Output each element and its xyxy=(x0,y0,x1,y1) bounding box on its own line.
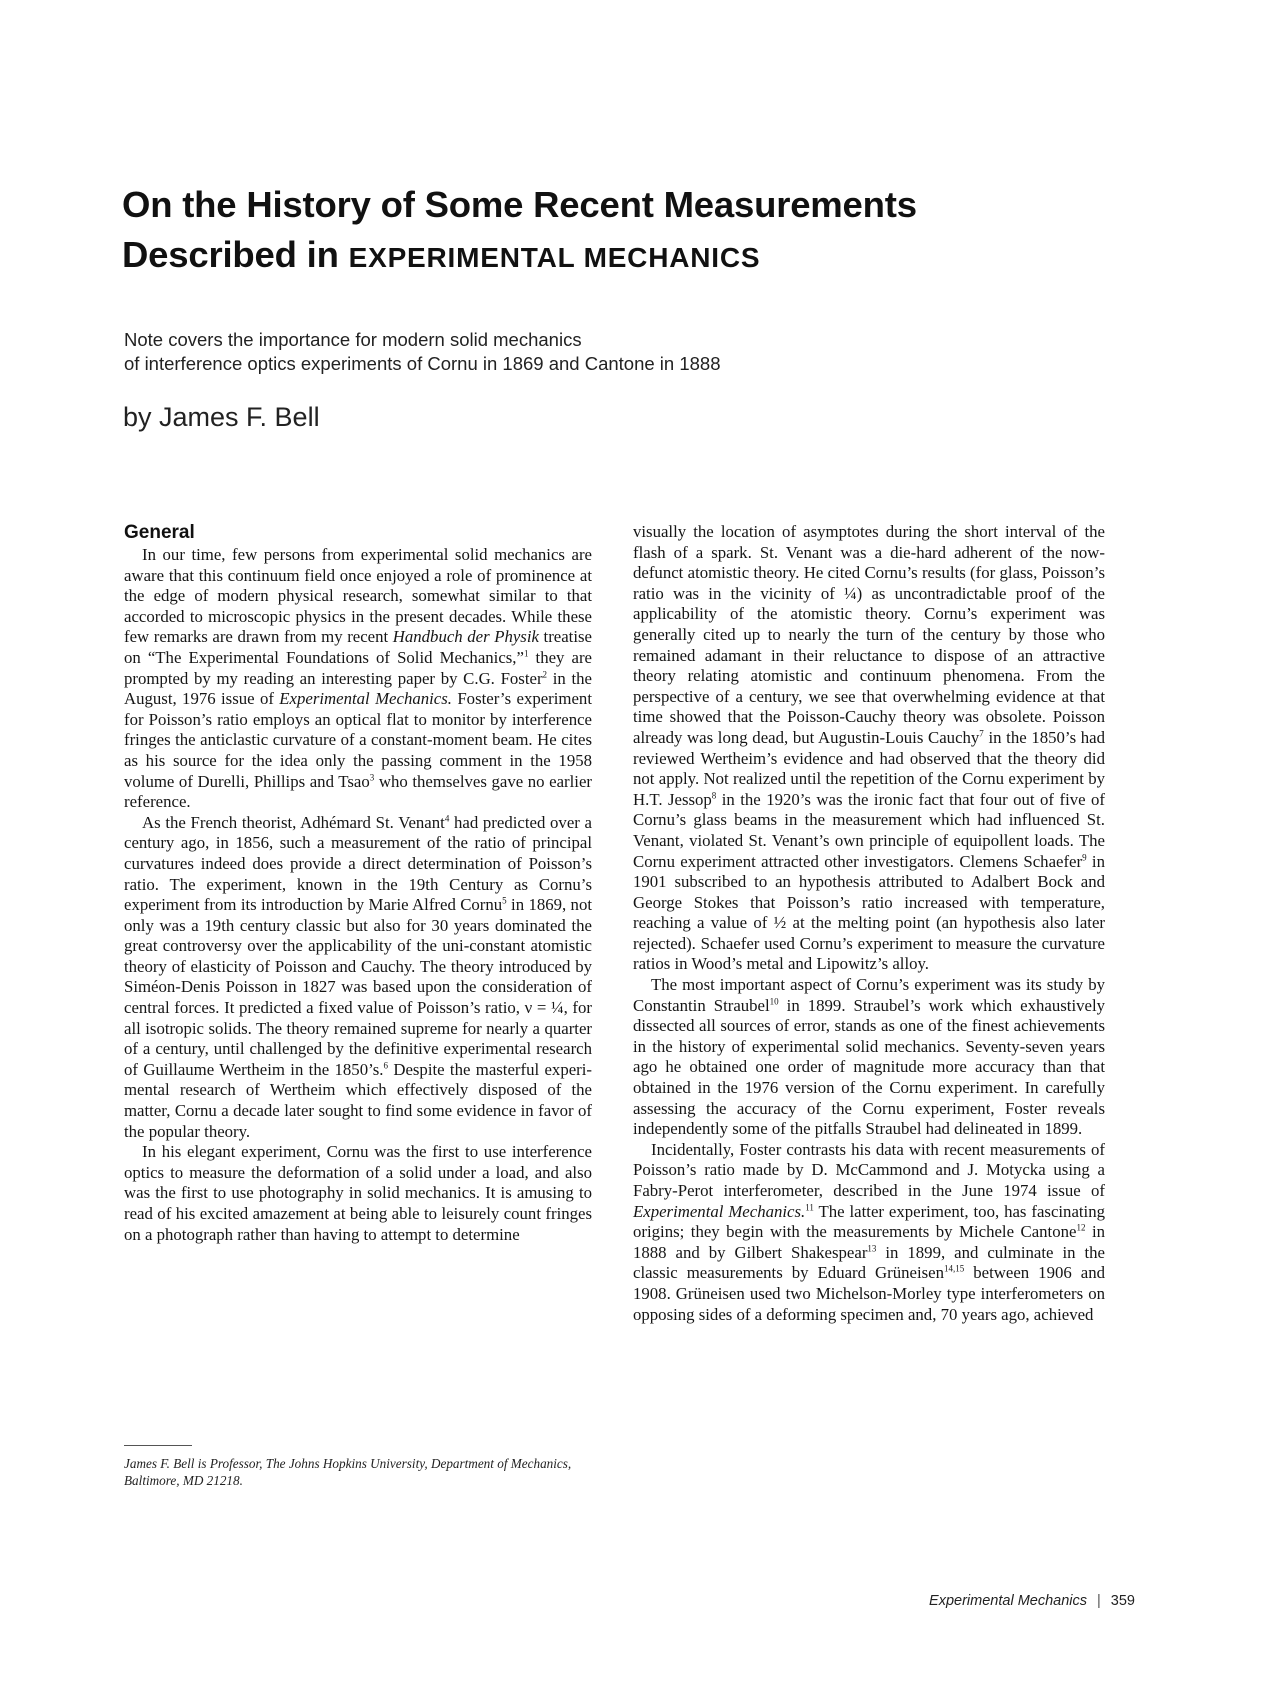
footnote-ref: 6 xyxy=(383,1060,388,1071)
footnote-ref: 14,15 xyxy=(944,1263,965,1274)
footnote-ref: 4 xyxy=(444,813,450,824)
paragraph: As the French theorist, Adhémard St. Venant$^4$ had predicted over a century ago, in 1856, such a measurement of the ratio of principal curvatures indeed does provide a direct determination of Poisson’s ratio. The experiment, known in the 19th Century as Cornu’s experiment from its introduction by Marie Alfred Cornu$^5$ in 1869, not only was a 19th century classic but also for 30 years dominated the great controversy over the applicability of the uni-constant atomistic theory of elasticity of Poisson and Cauchy. The theory introduced by Siméon-Denis Poisson in 1827 was based upon the consideration of central forces. It predicted a fixed value of Poisson’s ratio, ν = ¼, for all isotropic solids. The theory remained supreme for nearly a quarter of a century, until challenged by the definitive experimental research of Guillaume Wertheim in the 1850’s.$^6$ Despite the masterful experi-mental research of Wertheim which effectively disposed of the matter, Cornu a decade later sought to find some evidence in favor of the popular theory. xyxy=(124,812,593,1141)
page-number: 359 xyxy=(1110,1593,1135,1609)
paragraph-continued: visually the location of asymptotes during the short interval of the flash of a spark. St. Venant was a die-hard adherent of the now-defunct atomistic theory. He cited Cornu’s results (for glass, Poisson’s ratio was in the vicinity of ¼) as uncontradictable proof of the applicability of the atomistic theory. Cornu’s experiment was generally cited up to nearly the turn of the century by those who remained adamant in their reluctance to dispose of an attractive theory relating atomistic and continuum phenomena. From the perspective of a century, we see that overwhelming evidence at that time showed that the Poisson-Cauchy theory was obsolete. Poisson already was long dead, but Augustin-Louis Cauchy$^7$ in the 1850’s had reviewed Wertheim’s evidence and had observed that the theory did not apply. Not realized until the repetition of the Cornu experiment by H.T. Jessop$^8$ in the 1920’s was the ironic fact that four out of five of Cornu’s glass beams in the measurement which had influenced St. Venant, violated St. Venant’s own principle of equipollent loads. The Cornu experiment attracted other investigators. Clemens Schaefer$^9$ in 1901 subscribed to an hypothesis attributed to Adalbert Bock and George Stokes that Poisson’s ratio increased with temperature, reaching a value of ½ at the melting point (an hypothesis also later rejected). Schaefer used Cornu’s experiment to measure the curvature ratios in Wood’s metal and Lipowitz’s alloy. xyxy=(633,522,1105,974)
right-column xyxy=(633,522,1105,1325)
article-title xyxy=(122,180,1182,283)
footnote-divider xyxy=(124,1445,192,1446)
footnote-ref: 8 xyxy=(711,790,717,801)
footnote-ref: 11 xyxy=(805,1202,814,1212)
paragraph: The most important aspect of Cornu’s experiment was its study by Constantin Straubel$^{10}$ in 1899. Straubel’s work which exhaustively dissected all sources of error, stands as one of the finest achievements in the history of experimental solid mechanics. Seventy-seven years ago he obtained one order of magnitude more accuracy than that obtained in the 1976 version of the Cornu experiment. In carefully assessing the accuracy of the Cornu experiment, Foster reveals independently some of the pitfalls Straubel had delineated in 1899. xyxy=(633,975,1106,1139)
footnote-ref: 7 xyxy=(979,728,984,739)
paragraph: In his elegant experiment, Cornu was the first to use interference optics to measure the deformation of a solid under a load, and also was the first to use photography in solid mechanics. It is amusing to read of his excited amazement at being able to leisurely count fringes on a photograph rather than having to attempt to determine xyxy=(124,1142,592,1244)
footnote-ref: 10 xyxy=(769,996,779,1007)
author-footnote: James F. Bell is Professor, The Johns Hopkins University, Department of Mechanics, Baltimore, MD 21218. xyxy=(124,1456,572,1488)
subtitle-line-2: of interference optics experiments of Cornu in 1869 and Cantone in 1888 xyxy=(124,353,721,374)
subtitle-line-1: Note covers the importance for modern solid mechanics xyxy=(124,329,582,350)
footnote-ref: 2 xyxy=(542,668,548,679)
section-heading-general: General xyxy=(124,522,195,543)
running-footer xyxy=(929,1592,1135,1610)
footnote-ref: 12 xyxy=(1076,1222,1086,1233)
left-column xyxy=(124,545,592,1245)
paragraph: In our time, few persons from experimental solid mechanics are aware that this continuum field once enjoyed a role of prominence at the edge of modern physical research, somewhat similar to that accorded to microscopic physics in the present decades. While these few remarks are drawn from my recent Handbuch der Physik treatise on “The Experimental Foundations of Solid Mechanics,”$^1$ they are prompted by my reading an interesting paper by C.G. Foster$^2$ in the August, 1976 issue of Experimental Mechanics. Foster’s experiment for Poisson’s ratio employs an optical flat to monitor by interference fringes the anticlastic curvature of a constant-moment beam. He cites as his source for the idea only the passing comment in the 1958 volume of Durelli, Phillips and Tsao$^3$ who themselves gave no earlier reference. xyxy=(124,545,593,812)
article-subtitle xyxy=(124,328,1024,376)
footnote-ref: 3 xyxy=(369,771,375,782)
footnote-ref: 13 xyxy=(867,1243,877,1254)
title-journal-name: EXPERIMENTAL MECHANICS xyxy=(348,242,761,273)
title-line-2-prefix: Described in xyxy=(122,234,349,275)
footer-separator: | xyxy=(1097,1593,1101,1609)
author-byline: by James F. Bell xyxy=(123,402,320,432)
title-line-1: On the History of Some Recent Measurements xyxy=(122,184,917,225)
footer-journal-name: Experimental Mechanics xyxy=(929,1593,1088,1609)
footnote-ref: 9 xyxy=(1082,851,1087,862)
footnote-ref: 5 xyxy=(502,895,507,906)
paragraph: Incidentally, Foster contrasts his data with recent measurements of Poisson’s ratio made by D. McCammond and J. Motycka using a Fabry-Perot interferometer, described in the June 1974 issue of Experimental Mechanics.$^{11}$ The latter experiment, too, has fascinating origins; they begin with the measurements by Michele Cantone$^{12}$ in 1888 and by Gilbert Shakespear$^{13}$ in 1899, and culminate in the classic measurements by Eduard Grüneisen$^{14,15}$ between 1906 and 1908. Grüneisen used two Michelson-Morley type interferometers on opposing sides of a deforming specimen and, 70 years ago, achieved xyxy=(633,1139,1106,1324)
footnote-ref: 1 xyxy=(523,648,529,659)
